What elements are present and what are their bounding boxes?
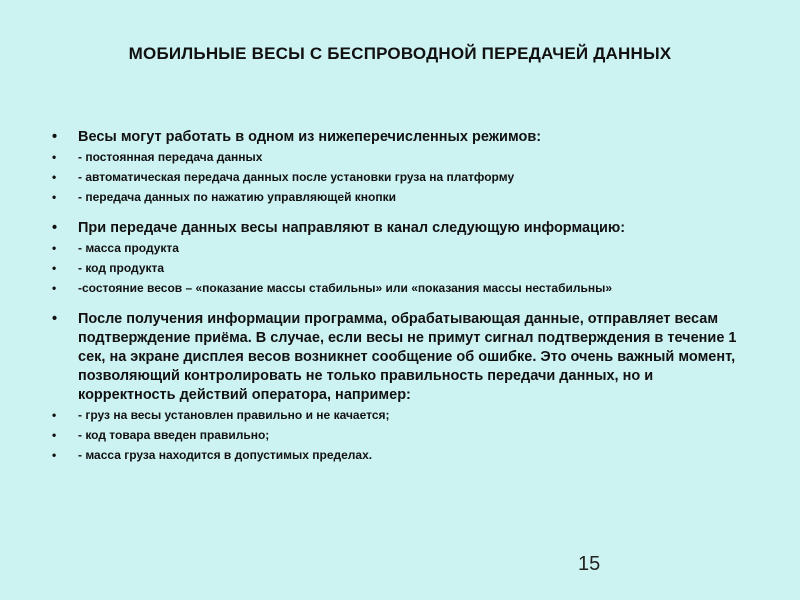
bullet-item: • -состояние весов – «показание массы стабильны» или «показания массы нестабильны» (52, 280, 752, 296)
bullet-item: • - масса продукта (52, 240, 752, 256)
bullet-item: • - постоянная передача данных (52, 149, 752, 165)
bullet-item: • - масса груза находится в допустимых пределах. (52, 447, 752, 463)
bullet-lead: • Весы могут работать в одном из нижеперечисленных режимов: (52, 128, 752, 147)
bullet-lead: • После получения информации программа, обрабатывающая данные, отправляет весам подтверждение приёма. В случае, если весы не примут сигнал подтверждения в течение 1 сек, на экране дисплея весов возникнет сообщение об ошибке. Это очень важный момент, позволяющий контролировать не только правильность передачи данных, но и корректность действий оператора, например: (52, 310, 752, 405)
bullet-group-confirmation (52, 310, 752, 463)
bullet-item: • - код продукта (52, 260, 752, 276)
page-number: 15 (578, 553, 601, 575)
bullet-group-modes (52, 128, 752, 205)
bullet-group-info (52, 219, 752, 296)
bullet-lead: • При передаче данных весы направляют в канал следующую информацию: (52, 219, 752, 238)
slide-content (52, 128, 752, 477)
bullet-item: • - груз на весы установлен правильно и не качается; (52, 407, 752, 423)
slide-title: МОБИЛЬНЫЕ ВЕСЫ С БЕСПРОВОДНОЙ ПЕРЕДАЧЕЙ ДАННЫХ (128, 44, 672, 63)
bullet-item: • - автоматическая передача данных после установки груза на платформу (52, 169, 752, 185)
bullet-item: • - передача данных по нажатию управляющей кнопки (52, 189, 752, 205)
bullet-item: • - код товара введен правильно; (52, 427, 752, 443)
